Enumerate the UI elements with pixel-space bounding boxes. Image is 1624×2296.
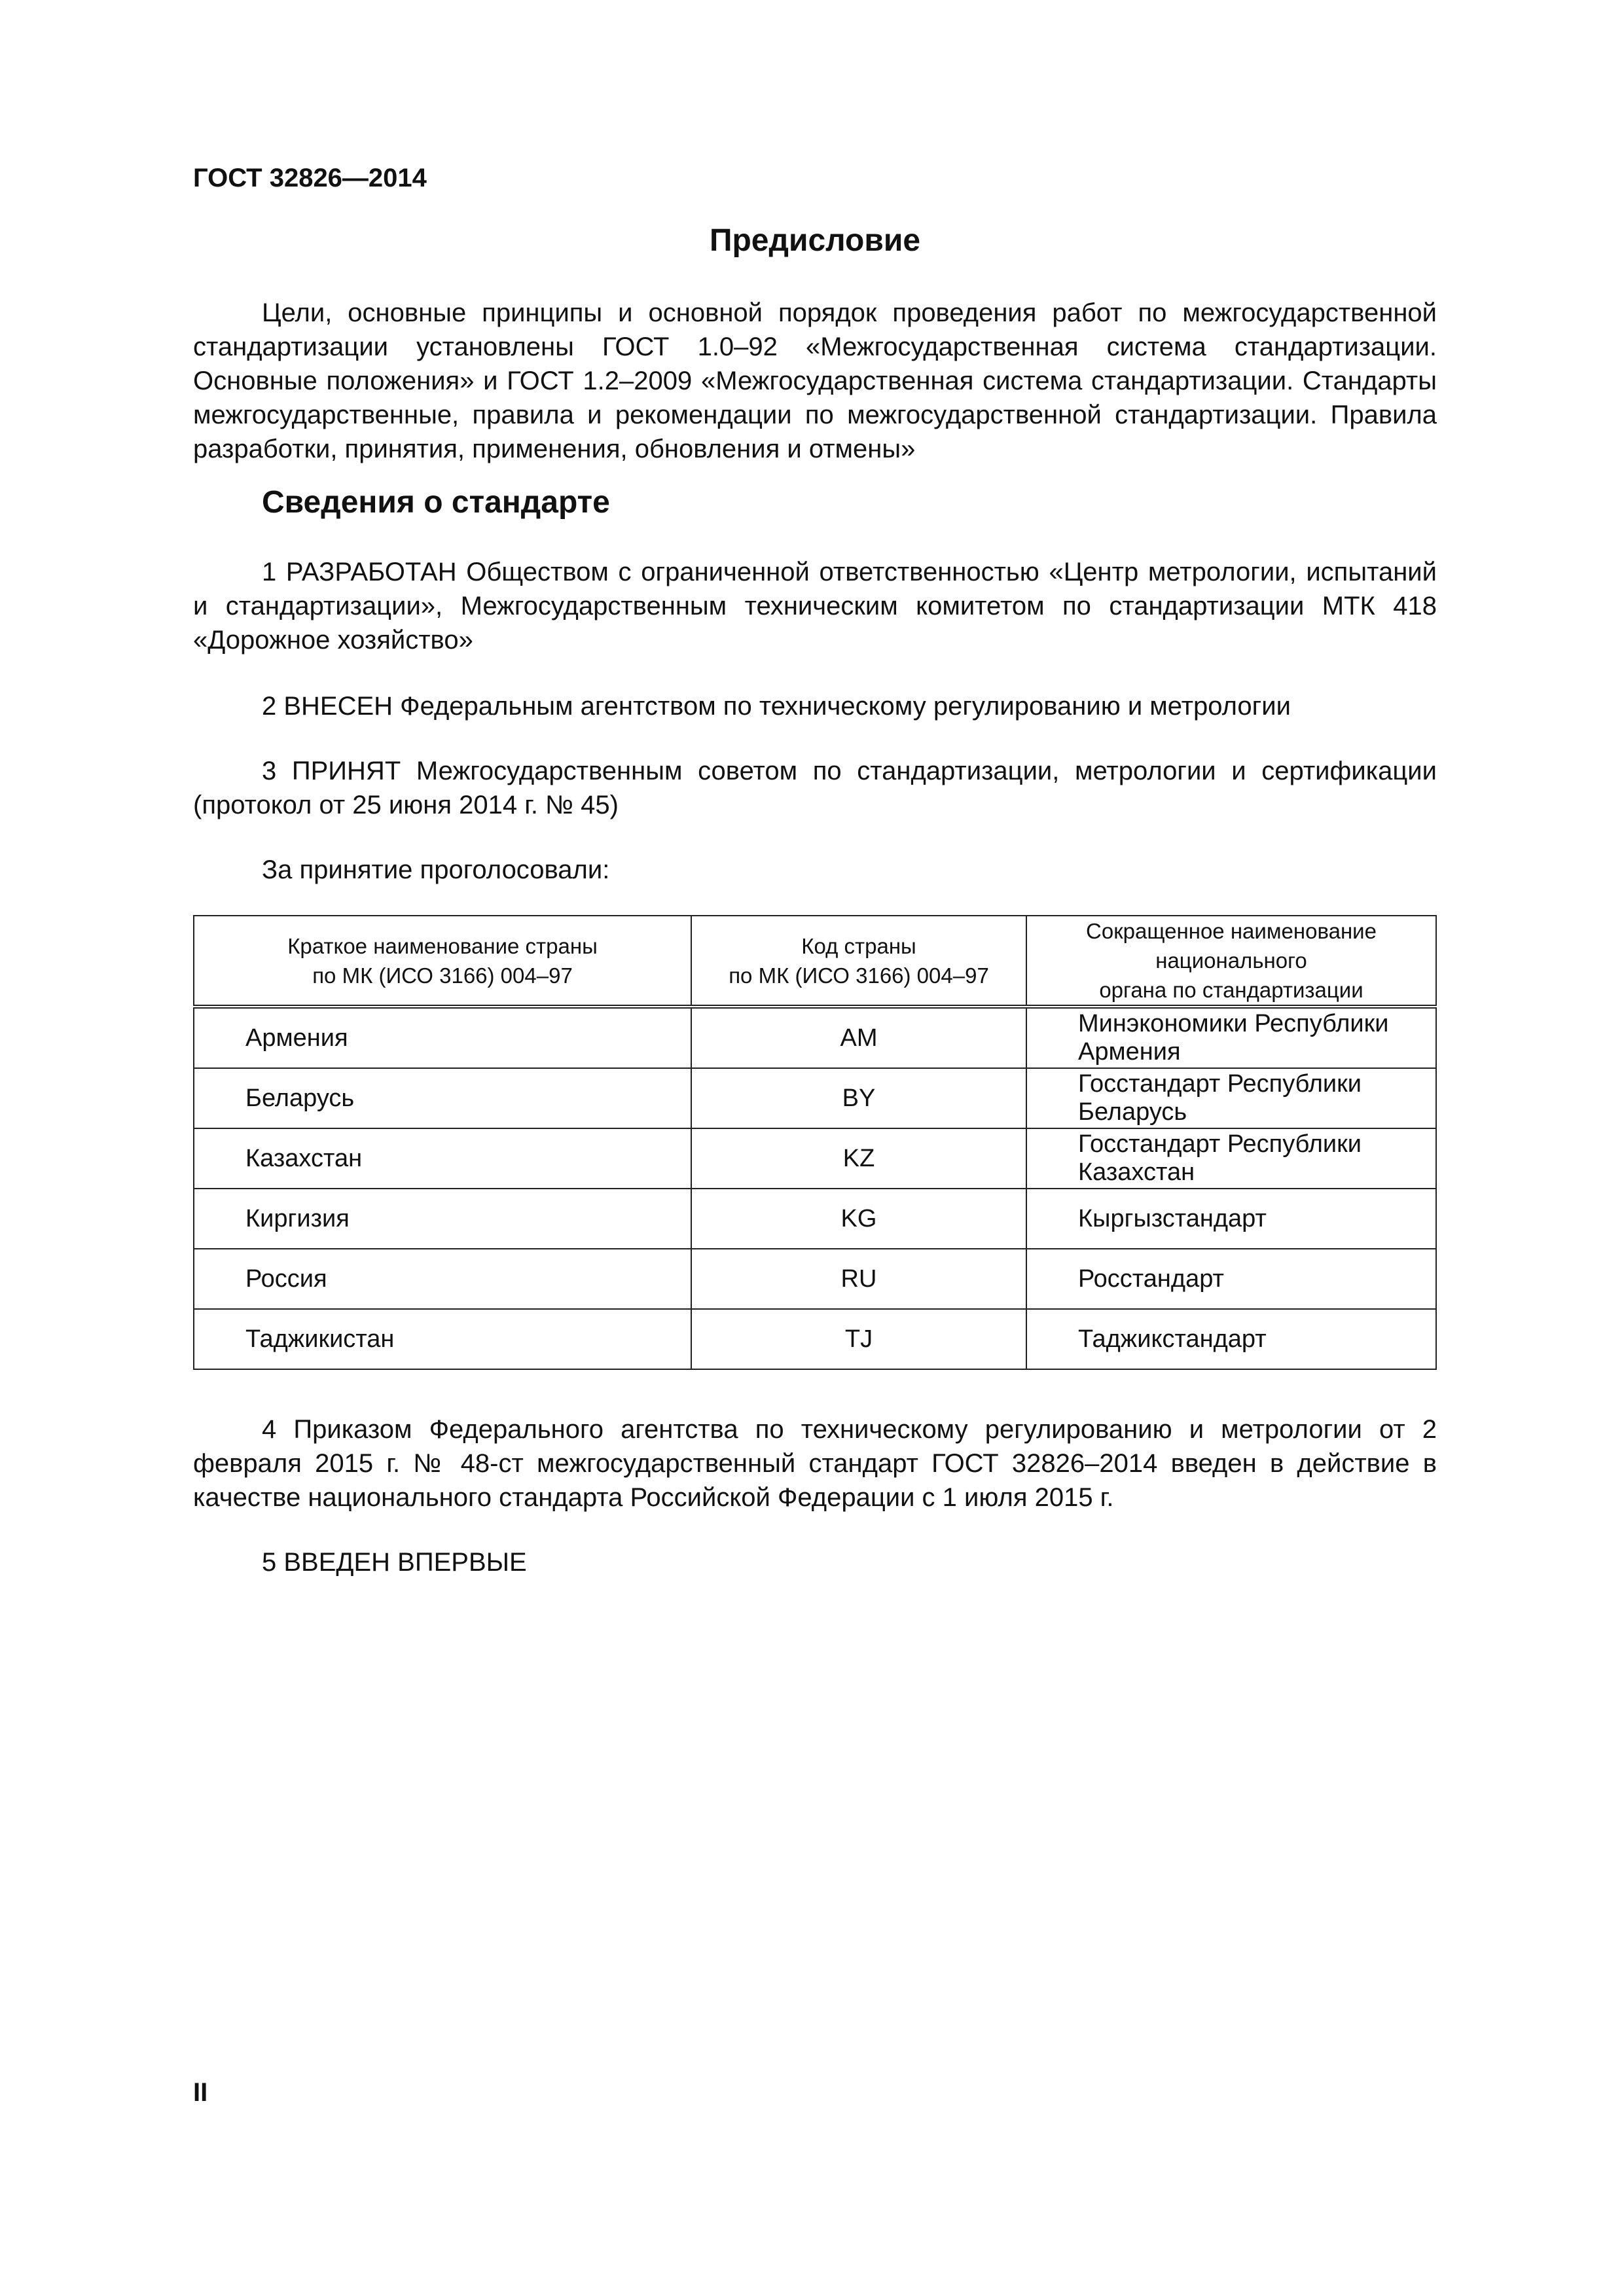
cell-code: KZ (691, 1128, 1026, 1189)
cell-country: Казахстан (194, 1128, 691, 1189)
document-id: ГОСТ 32826—2014 (193, 164, 427, 192)
foreword-title: Предисловие (709, 223, 921, 258)
table-row (194, 1007, 1436, 1068)
cell-body: Госстандарт Республики Беларусь (1026, 1068, 1436, 1128)
header-country-line1: Краткое наименование страны (287, 933, 598, 958)
cell-body: Госстандарт Республики Казахстан (1026, 1128, 1436, 1189)
header-code-line2: по МК (ИСО 3166) 004–97 (729, 963, 989, 988)
header-country-line2: по МК (ИСО 3166) 004–97 (312, 963, 573, 988)
table-row (194, 1189, 1436, 1249)
table-row (194, 1309, 1436, 1369)
foreword-text: Цели, основные принципы и основной порядок проведения работ по межгосударственной стандартизации установлены ГОСТ 1.0–92 «Межгосударственная система стандартизации. Основные положения» и ГОСТ 1.2–2009 «Межгосударственная система стандартизации. Стандарты межгосударственные, правила и рекомендации по межгосударственной стандартизации. Правила разработки, принятия, применения, обновления и отмены» (193, 298, 1437, 463)
cell-code: KG (691, 1189, 1026, 1249)
cell-body: Таджикстандарт (1026, 1309, 1436, 1369)
info-item-1: 1 РАЗРАБОТАН Обществом с ограниченной ответственностью «Центр метрологии, испытаний и стандартизации», Межгосударственным техническим комитетом по стандартизации МТК 418 «Дорожное хозяйство» (193, 558, 1437, 655)
header-code (691, 916, 1026, 1007)
cell-country: Киргизия (194, 1189, 691, 1249)
table-row (194, 1068, 1436, 1128)
cell-code: AM (691, 1007, 1026, 1068)
info-item-2: 2 ВНЕСЕН Федеральным агентством по техническому регулированию и метрологии (262, 692, 1291, 721)
info-item-5: 5 ВВЕДЕН ВПЕРВЫЕ (262, 1548, 527, 1577)
info-item-4: 4 Приказом Федерального агентства по техническому регулированию и метрологии от 2 февраля 2015 г. № 48-ст межгосударственный стандарт ГОСТ 32826–2014 введен в действие в качестве национального стандарта Российской Федерации с 1 июля 2015 г. (193, 1415, 1437, 1512)
cell-code: BY (691, 1068, 1026, 1128)
page-number: II (193, 2078, 208, 2107)
info-item-3: 3 ПРИНЯТ Межгосударственным советом по стандартизации, метрологии и сертификации (протокол от 25 июня 2014 г. № 45) (193, 757, 1437, 819)
cell-code: TJ (691, 1309, 1026, 1369)
cell-country: Россия (194, 1249, 691, 1309)
cell-body: Росстандарт (1026, 1249, 1436, 1309)
cell-country: Беларусь (194, 1068, 691, 1128)
table-row (194, 1249, 1436, 1309)
cell-body: Минэкономики Республики Армения (1026, 1007, 1436, 1068)
standard-info-title: Сведения о стандарте (262, 485, 610, 520)
header-body-line2: органа по стандартизации (1099, 978, 1363, 1002)
cell-code: RU (691, 1249, 1026, 1309)
header-body-line1: Сокращенное наименование национального (1086, 919, 1377, 973)
header-code-line1: Код страны (801, 933, 916, 958)
header-country (194, 916, 691, 1007)
header-body (1026, 916, 1436, 1007)
cell-country: Таджикистан (194, 1309, 691, 1369)
vote-intro: За принятие проголосовали: (262, 855, 610, 884)
cell-country: Армения (194, 1007, 691, 1068)
voting-table (193, 915, 1437, 1370)
cell-body: Кыргызстандарт (1026, 1189, 1436, 1249)
table-header-row (194, 916, 1436, 1007)
table-row (194, 1128, 1436, 1189)
